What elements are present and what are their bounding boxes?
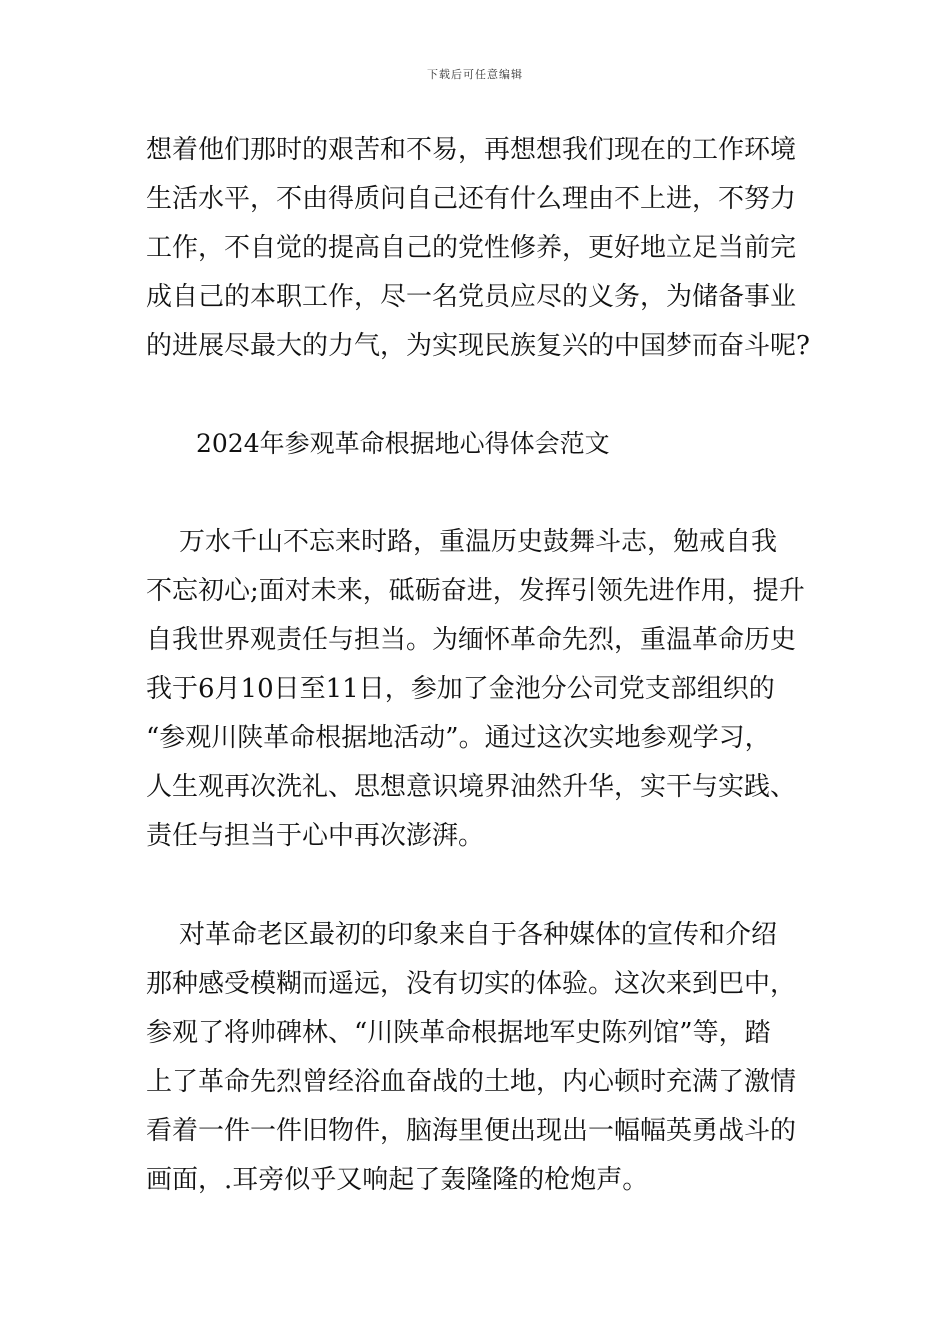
paragraph-line: 万水千山不忘来时路，重温历史鼓舞斗志，勉戒自我: [146, 527, 778, 557]
paragraph-3: [146, 911, 810, 1205]
paragraph-line: 对革命老区最初的印象来自于各种媒体的宣传和介绍: [146, 920, 778, 950]
paragraph-line: 参观了将帅碑林、“川陕革命根据地军史陈列馆”等，踏: [146, 1018, 771, 1048]
paragraph-1: [146, 126, 810, 371]
paragraph-line: 成自己的本职工作，尽一名党员应尽的义务，为储备事业: [146, 282, 797, 312]
paragraph-line: “参观川陕革命根据地活动”。通过这次实地参观学习，: [146, 723, 771, 753]
paragraph-line: 责任与担当于心中再次澎湃。: [146, 821, 485, 851]
paragraph-line: 人生观再次洗礼、思想意识境界油然升华，实干与实践、: [146, 772, 797, 802]
paragraph-gap: [146, 371, 810, 419]
paragraph-line: 看着一件一件旧物件，脑海里便出现出一幅幅英勇战斗的: [146, 1116, 797, 1146]
paragraph-line: 上了革命先烈曾经浴血奋战的土地，内心顿时充满了激情: [146, 1067, 797, 1097]
document-body: [146, 126, 810, 1205]
paragraph-line: 画面，.耳旁似乎又响起了轰隆隆的枪炮声。: [146, 1165, 649, 1195]
paragraph-line: 那种感受模糊而遥远，没有切实的体验。这次来到巴中，: [146, 969, 797, 999]
paragraph-gap: [146, 861, 810, 911]
paragraph-line: 的进展尽最大的力气，为实现民族复兴的中国梦而奋斗呢?: [146, 331, 810, 361]
paragraph-line: 不忘初心;面对未来，砥砺奋进，发挥引领先进作用，提升: [146, 576, 805, 606]
paragraph-line: 想着他们那时的艰苦和不易，再想想我们现在的工作环境: [146, 135, 797, 165]
paragraph-line: 自我世界观责任与担当。为缅怀革命先烈，重温革命历史: [146, 625, 797, 655]
paragraph-line: 工作，不自觉的提高自己的党性修养，更好地立足当前完: [146, 233, 797, 263]
paragraph-gap: [146, 468, 810, 518]
paragraph-line: 生活水平，不由得质问自己还有什么理由不上进，不努力: [146, 184, 797, 214]
paragraph-line: 我于6月10日至11日，参加了金池分公司党支部组织的: [146, 674, 775, 704]
paragraph-2: [146, 518, 810, 861]
header-note: 下载后可任意编辑: [427, 68, 523, 81]
section-title: 2024年参观革命根据地心得体会范文: [196, 429, 610, 458]
